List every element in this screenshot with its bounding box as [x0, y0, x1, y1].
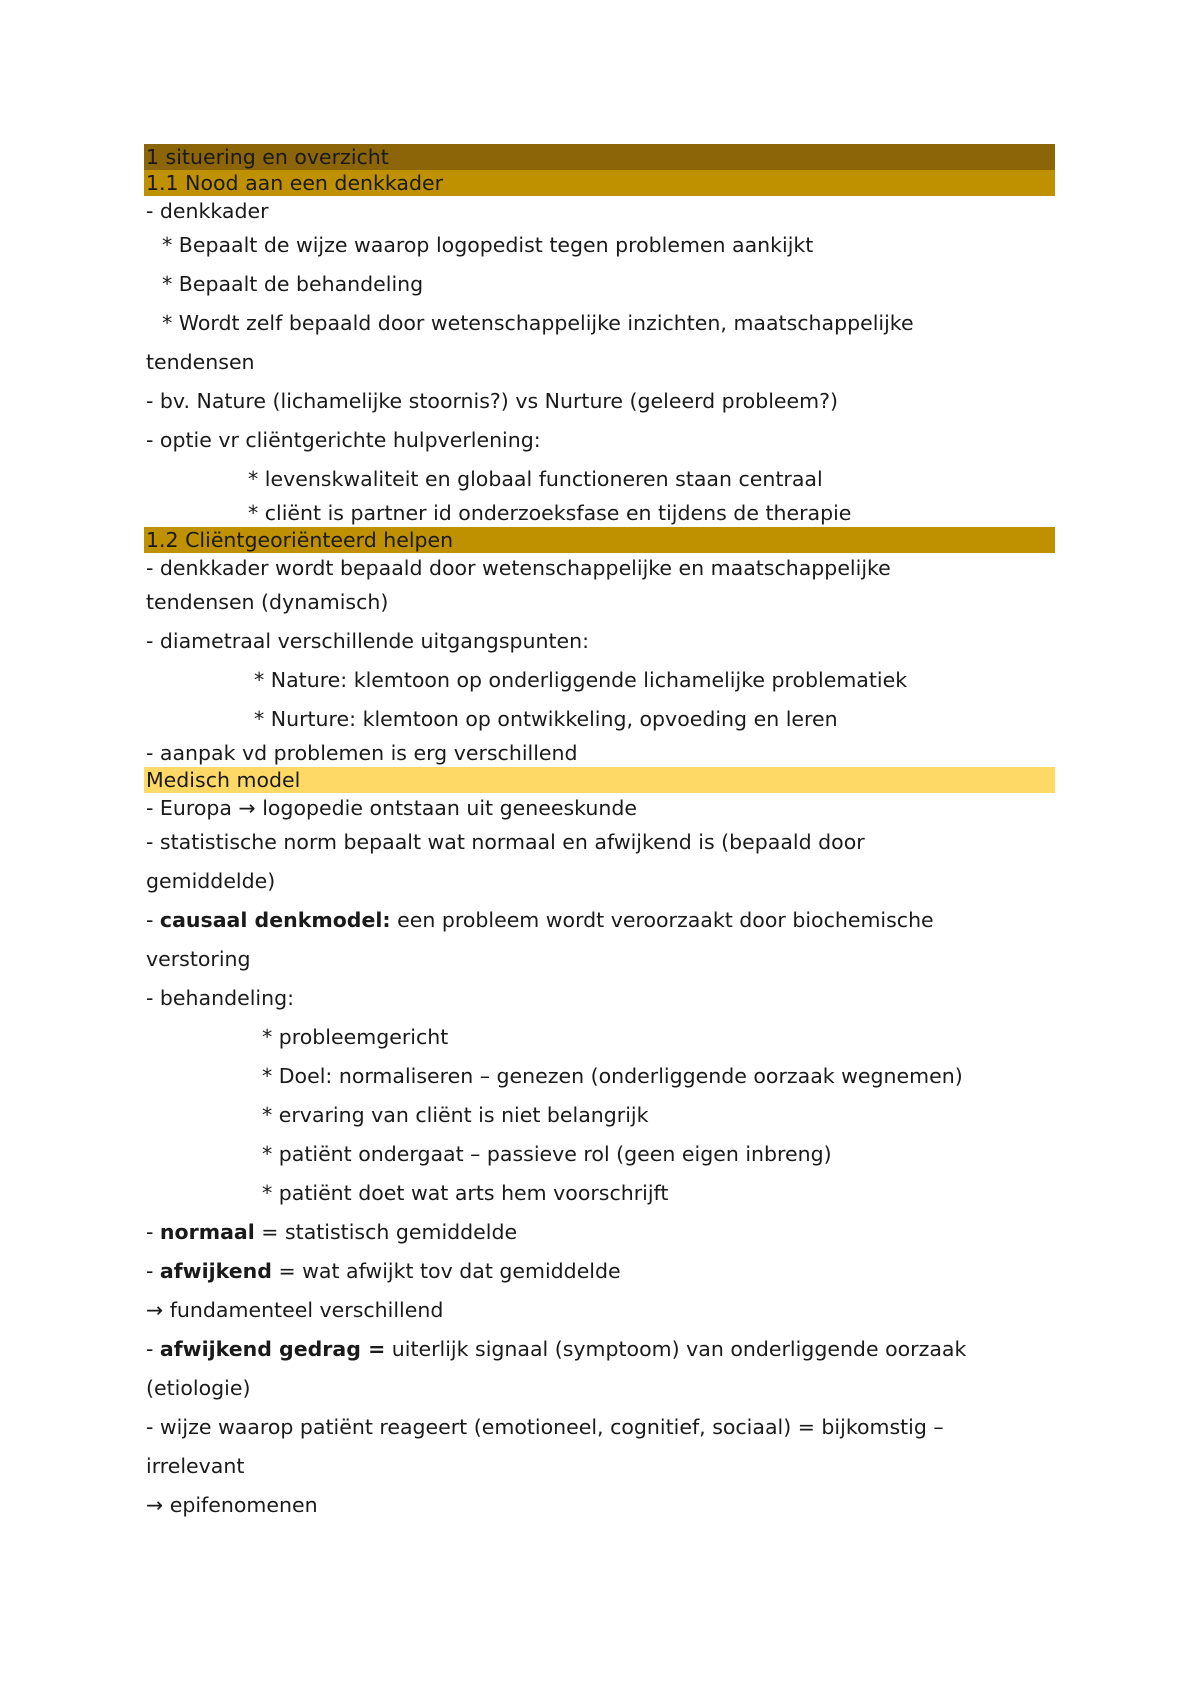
text-line: - statistische norm bepaalt wat normaal en afwijkend is (bepaald door — [146, 830, 865, 854]
bold-term: afwijkend gedrag = — [159, 1337, 386, 1361]
heading-1: 1 situering en overzicht — [144, 144, 1055, 170]
arrow-right-icon: → — [146, 1493, 164, 1517]
text-line: tendensen — [146, 350, 255, 374]
heading-1-1: 1.1 Nood aan een denkkader — [144, 170, 1055, 196]
text-line: - wijze waarop patiënt reageert (emotioneel, cognitief, sociaal) = bijkomstig – — [146, 1415, 944, 1439]
bold-term: causaal denkmodel: — [159, 908, 391, 932]
text-segment: - Europa — [146, 796, 239, 820]
text-segment: logopedie ontstaan uit geneeskunde — [255, 796, 637, 820]
text-line: irrelevant — [146, 1454, 245, 1478]
arrow-right-icon: → — [146, 1298, 164, 1322]
text-line — [144, 1330, 1055, 1369]
text-segment: - — [146, 1220, 160, 1244]
text-line — [144, 1486, 1055, 1525]
text-line — [144, 1213, 1055, 1252]
text-line: - diametraal verschillende uitgangspunten: — [146, 629, 590, 653]
bullet-line: * ervaring van cliënt is niet belangrijk — [262, 1103, 649, 1127]
text-line: - behandeling: — [146, 986, 295, 1010]
bullet-line: * patiënt doet wat arts hem voorschrijft — [262, 1181, 669, 1205]
arrow-right-icon: → — [238, 796, 256, 820]
text-line: - optie vr cliëntgerichte hulpverlening: — [146, 428, 541, 452]
text-line — [144, 1252, 1055, 1291]
bullet-line: * Bepaalt de behandeling — [162, 272, 424, 296]
bullet-line: * levenskwaliteit en globaal functioneren staan centraal — [248, 467, 823, 491]
bold-term: normaal — [159, 1220, 255, 1244]
text-line: gemiddelde) — [146, 869, 276, 893]
document-body — [144, 144, 1055, 1525]
text-line: verstoring — [146, 947, 251, 971]
text-line: - denkkader wordt bepaald door wetenschappelijke en maatschappelijke — [146, 556, 891, 580]
text-segment: uiterlijk signaal (symptoom) van onderliggende oorzaak — [385, 1337, 967, 1361]
text-segment: een probleem wordt veroorzaakt door biochemische — [390, 908, 934, 932]
bullet-line: * patiënt ondergaat – passieve rol (geen eigen inbreng) — [262, 1142, 832, 1166]
bullet-line: * Doel: normaliseren – genezen (onderliggende oorzaak wegnemen) — [262, 1064, 963, 1088]
text-segment: - — [146, 908, 160, 932]
text-segment: = wat afwijkt tov dat gemiddelde — [271, 1259, 621, 1283]
text-segment: fundamenteel verschillend — [163, 1298, 444, 1322]
text-line — [144, 1291, 1055, 1330]
heading-medisch-model: Medisch model — [144, 767, 1055, 793]
text-segment: epifenomenen — [163, 1493, 318, 1517]
text-line: (etiologie) — [146, 1376, 251, 1400]
bullet-line: * probleemgericht — [262, 1025, 449, 1049]
text-line — [144, 793, 1055, 823]
bullet-line: * Bepaalt de wijze waarop logopedist tegen problemen aankijkt — [162, 233, 814, 257]
heading-1-2: 1.2 Cliëntgeoriënteerd helpen — [144, 527, 1055, 553]
bullet-line: * Nature: klemtoon op onderliggende lichamelijke problematiek — [254, 668, 908, 692]
bullet-line: * Wordt zelf bepaald door wetenschappelijke inzichten, maatschappelijke — [162, 311, 914, 335]
bullet-line: * Nurture: klemtoon op ontwikkeling, opvoeding en leren — [254, 707, 838, 731]
text-segment: - — [146, 1337, 160, 1361]
text-line: - aanpak vd problemen is erg verschillend — [146, 741, 578, 765]
bold-term: afwijkend — [159, 1259, 272, 1283]
bullet-line: * cliënt is partner id onderzoeksfase en tijdens de therapie — [248, 501, 852, 525]
text-segment: = statistisch gemiddelde — [254, 1220, 518, 1244]
text-line: - bv. Nature (lichamelijke stoornis?) vs Nurture (geleerd probleem?) — [146, 389, 838, 413]
text-line: tendensen (dynamisch) — [146, 590, 389, 614]
text-line — [144, 901, 1055, 940]
text-line: - denkkader — [146, 199, 269, 223]
text-segment: - — [146, 1259, 160, 1283]
